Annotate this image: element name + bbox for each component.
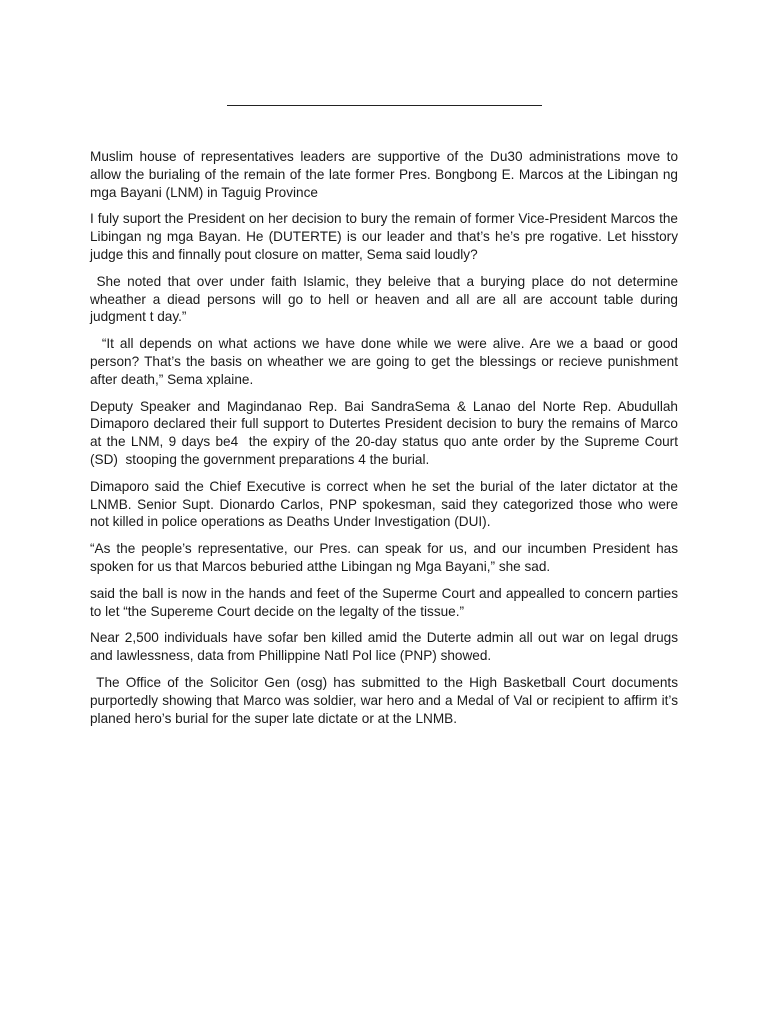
paragraph-1: Muslim house of representatives leaders are supportive of the Du30 administrations move to allow the burialing of the remain of the late former Pres. Bongbong E. Marcos at the Libingan ng mga Bayani (LNM) in Taguig Province	[90, 149, 682, 200]
paragraph-8: said the ball is now in the hands and feet of the Superme Court and appealled to concern parties to let “the Supereme Court decide on the legalty of the tissue.”	[90, 585, 682, 619]
paragraph-7: “As the people’s representative, our Pres. can speak for us, and our incumben President has spoken for us that Marcos beburied atthe Libingan ng Mga Bayani,” she sad.	[90, 541, 682, 574]
article-body	[90, 148, 682, 736]
header-rule	[227, 105, 542, 106]
paragraph-3: She noted that over under faith Islamic, they beleive that a burying place do not determine wheather a diead persons will go to hell or heaven and all are all are account table during judgment t day.”	[90, 273, 682, 325]
paragraph-9: Near 2,500 individuals have sofar ben killed amid the Duterte admin all out war on legal drugs and lawlessness, data from Phillippine Natl Pol lice (PNP) showed.	[90, 630, 682, 664]
paragraph-5: Deputy Speaker and Magindanao Rep. Bai SandraSema & Lanao del Norte Rep. Abudullah Dimaporo declared their full support to Dutertes President decision to bury the remains of Marco at the LNM, 9 days be4 the expiry of the 20-day status quo ante order by the Supreme Court (SD) stooping the government preparations 4 the burial.	[90, 398, 682, 467]
paragraph-6: Dimaporo said the Chief Executive is correct when he set the burial of the later dictator at the LNMB. Senior Supt. Dionardo Carlos, PNP spokesman, said they categorized those who were not killed in police operations as Deaths Under Investigation (DUI).	[90, 478, 682, 530]
paragraph-2: I fuly suport the President on her decision to bury the remain of former Vice-President Marcos the Libingan ng mga Bayan. He (DUTERTE) is our leader and that’s he’s pre rogative. Let hisstory judge this and finnally pout closure on matter, Sema said loudly?	[90, 211, 682, 262]
paragraph-4: “It all depends on what actions we have done while we were alive. Are we a baad or good person? That’s the basis on wheather we are going to get the blessings or recieve punishment after death,” Sema xplaine.	[90, 336, 682, 387]
paragraph-10: The Office of the Solicitor Gen (osg) has submitted to the High Basketball Court documents purportedly showing that Marco was soldier, war hero and a Medal of Val or recipient to affirm it’s planed hero’s burial for the super late dictate or at the LNMB.	[90, 674, 682, 726]
